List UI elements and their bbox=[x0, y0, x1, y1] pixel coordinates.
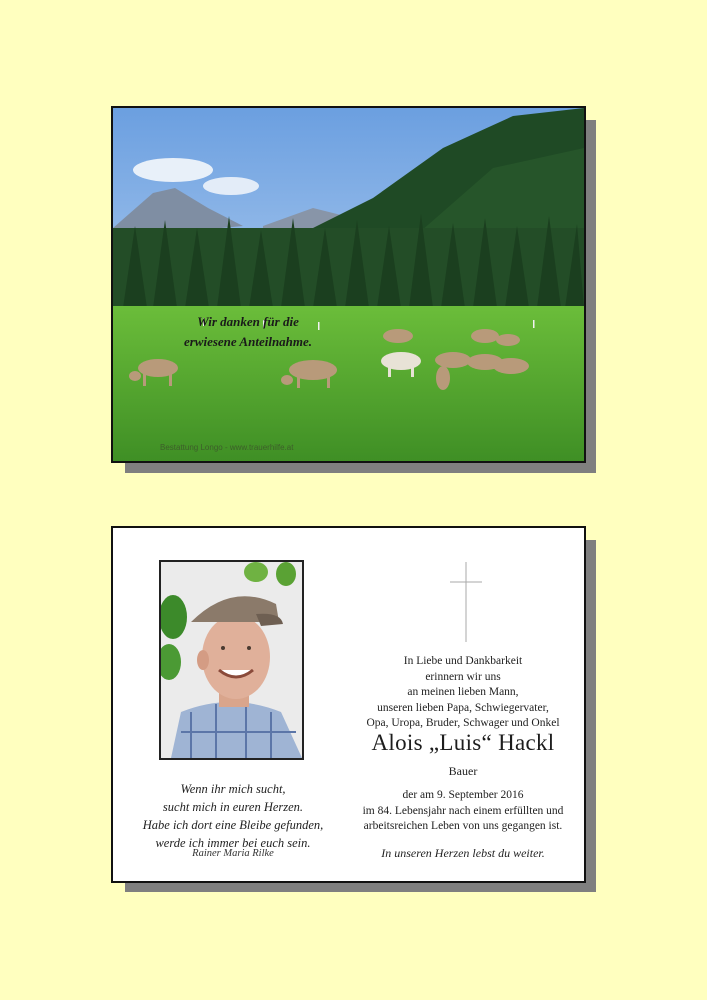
poem-line: sucht mich in euren Herzen. bbox=[162, 800, 304, 814]
portrait-photo bbox=[159, 560, 304, 760]
intro-line: In Liebe und Dankbarkeit bbox=[403, 655, 523, 667]
front-card-photo bbox=[111, 106, 586, 463]
poem bbox=[133, 780, 333, 852]
deceased-name: Alois „Luis“ Hackl bbox=[371, 730, 555, 755]
death-line: im 84. Lebensjahr nach einem erfüllten und bbox=[362, 804, 564, 817]
thanks-line: Wir danken für die bbox=[197, 314, 299, 329]
poem-line: werde ich immer bei euch sein. bbox=[155, 836, 311, 850]
cross-icon bbox=[450, 562, 482, 642]
death-line: der am 9. September 2016 bbox=[402, 789, 524, 801]
intro-line: Opa, Uropa, Bruder, Schwager und Onkel bbox=[366, 717, 560, 729]
thanks-line: erwiesene Anteilnahme. bbox=[183, 334, 313, 349]
poem-line: Wenn ihr mich sucht, bbox=[180, 782, 286, 796]
portrait-image bbox=[161, 562, 302, 758]
poem-author: Rainer Maria Rilke bbox=[192, 848, 274, 859]
death-line: arbeitsreichen Leben von uns gegangen ist. bbox=[363, 820, 563, 832]
remembrance-intro bbox=[338, 654, 586, 732]
poem-line: Habe ich dort eine Bleibe gefunden, bbox=[142, 818, 324, 832]
intro-line: erinnern wir uns bbox=[425, 670, 501, 683]
pasture-landscape-image bbox=[113, 108, 584, 461]
intro-line: an meinen lieben Mann, bbox=[407, 686, 519, 698]
funeral-home-credit: Bestattung Longo - www.trauerhilfe.at bbox=[160, 443, 294, 452]
deceased-occupation: Bauer bbox=[448, 764, 478, 778]
intro-line: unseren lieben Papa, Schwiegervater, bbox=[377, 701, 549, 714]
closing-line: In unseren Herzen lebst du weiter. bbox=[381, 846, 545, 860]
back-card bbox=[111, 526, 586, 883]
death-notice bbox=[338, 788, 586, 835]
thanks-message bbox=[158, 312, 338, 352]
